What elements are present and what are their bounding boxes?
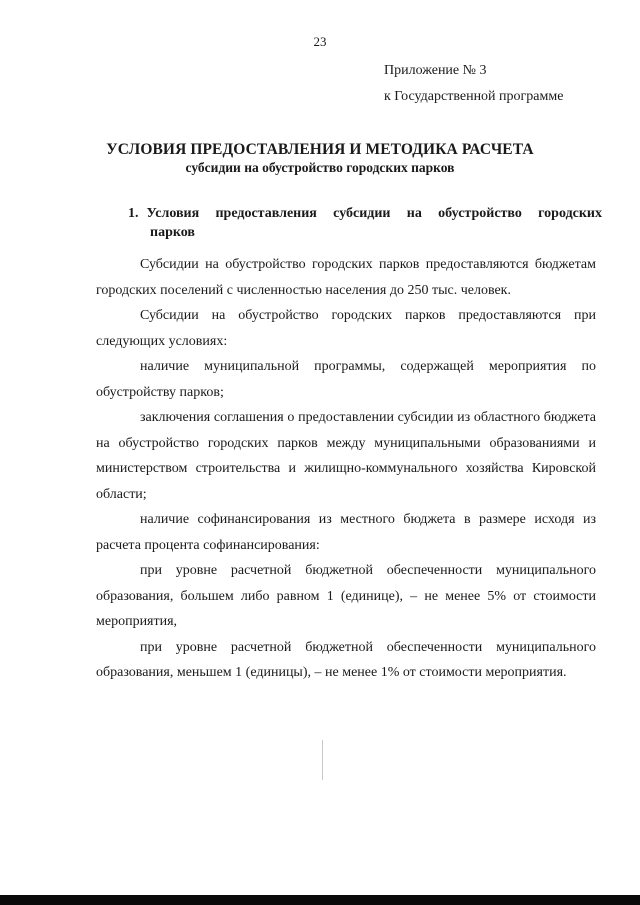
paragraph-condition-agreement: заключения соглашения о предоставлении субсидии из областного бюджета на обустройство городских парков между муниципальными образованиями и министерством строительства и жилищно-коммунального хозяйства Кировской области; [96,410,596,502]
scan-border-bar [0,895,640,905]
appendix-reference [384,58,563,110]
paragraph-condition-program: наличие муниципальной программы, содержащей мероприятия по обустройству парков; [96,359,596,400]
section-number: 1. [128,206,139,221]
paragraph-cofinancing-high: при уровне расчетной бюджетной обеспеченности муниципального образования, большем либо равном 1 (единице), – не менее 5% от стоимости мероприятия, [96,563,596,629]
appendix-program-reference: к Государственной программе [384,89,564,104]
document-title [0,141,640,176]
paragraph-cofinancing-low: при уровне расчетной бюджетной обеспеченности муниципального образования, меньшем 1 (единицы), – не менее 1% от стоимости мероприятия. [96,639,596,680]
section-heading-text-1: Условия предоставления субсидии на обустройство городских [146,206,602,221]
document-title-subtitle: субсидии на обустройство городских парков [185,160,455,175]
section-heading [128,204,602,242]
paragraph-conditions-intro: Субсидии на обустройство городских парков предоставляются при следующих условиях: [96,308,596,349]
document-title-main: УСЛОВИЯ ПРЕДОСТАВЛЕНИЯ И МЕТОДИКА РАСЧЕТА [106,141,534,158]
section-heading-line-1 [128,204,602,223]
section-body [96,252,596,686]
section-heading-line-2: парков [150,225,195,240]
paragraph-condition-cofinancing: наличие софинансирования из местного бюджета в размере исходя из расчета процента софинансирования: [96,512,596,553]
paragraph-recipients: Субсидии на обустройство городских парков предоставляются бюджетам городских поселений с численностью населения до 250 тыс. человек. [96,257,596,298]
scan-artifact-line [322,740,323,780]
appendix-label: Приложение № 3 [384,63,487,78]
page-number: 23 [313,34,327,49]
